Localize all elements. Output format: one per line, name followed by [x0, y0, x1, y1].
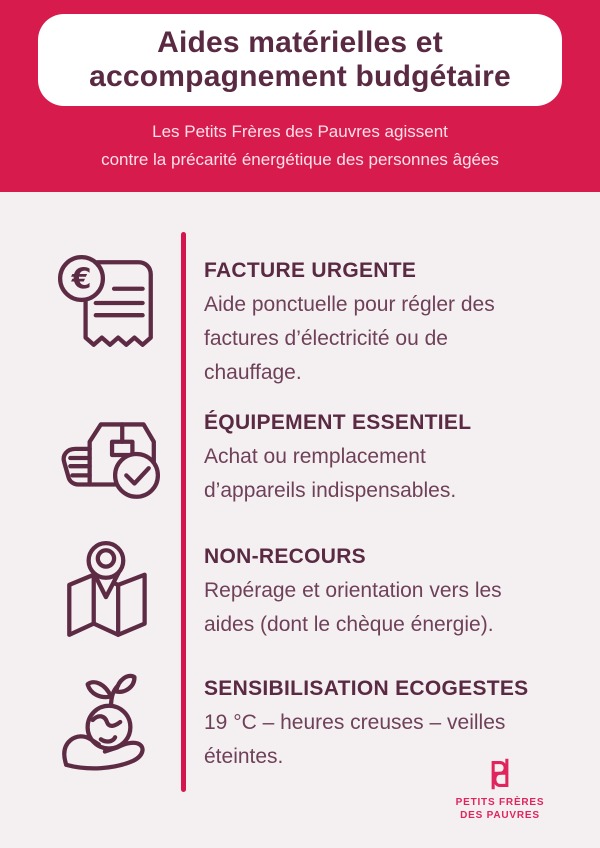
brand-name: PETITS FRÈRES DES PAUVRES [455, 797, 545, 821]
section-text [204, 408, 586, 508]
subtitle-line: Les Petits Frères des Pauvres agissent [152, 122, 448, 141]
section-title: SENSIBILISATION ECOGESTES [204, 677, 529, 700]
section-facture-urgente [0, 248, 600, 390]
page-title [89, 26, 511, 94]
section-body: 19 °C – heures creuses – veilles éteintes. [204, 711, 506, 768]
section-text [204, 256, 586, 390]
map-pin-icon [53, 534, 165, 646]
euro-glyph: € [71, 262, 92, 296]
page-title-line: Aides matérielles et [157, 26, 443, 59]
section-title: FACTURE URGENTE [204, 259, 417, 282]
hand-earth-icon [53, 666, 165, 778]
content-area [0, 192, 600, 848]
title-card [38, 14, 562, 106]
section-body: Achat ou remplacement d’appareils indispensables. [204, 445, 457, 502]
section-body: Repérage et orientation vers les aides (dont le chèque énergie). [204, 579, 502, 636]
section-body: Aide ponctuelle pour régler des factures d’électricité ou de chauffage. [204, 293, 495, 384]
package-check-icon [53, 400, 165, 512]
pfp-logo-mark [484, 755, 516, 793]
section-non-recours [0, 534, 600, 642]
brand-logo [430, 755, 570, 822]
section-title: NON-RECOURS [204, 545, 366, 568]
section-title: ÉQUIPEMENT ESSENTIEL [204, 411, 472, 434]
header-subtitle [0, 118, 600, 174]
subtitle-line: contre la précarité énergétique des personnes âgées [101, 150, 499, 169]
page-title-line: accompagnement budgétaire [89, 60, 511, 93]
header-band [0, 0, 600, 192]
receipt-euro-icon [53, 248, 165, 360]
section-text [204, 542, 586, 642]
section-equipement-essentiel [0, 400, 600, 508]
